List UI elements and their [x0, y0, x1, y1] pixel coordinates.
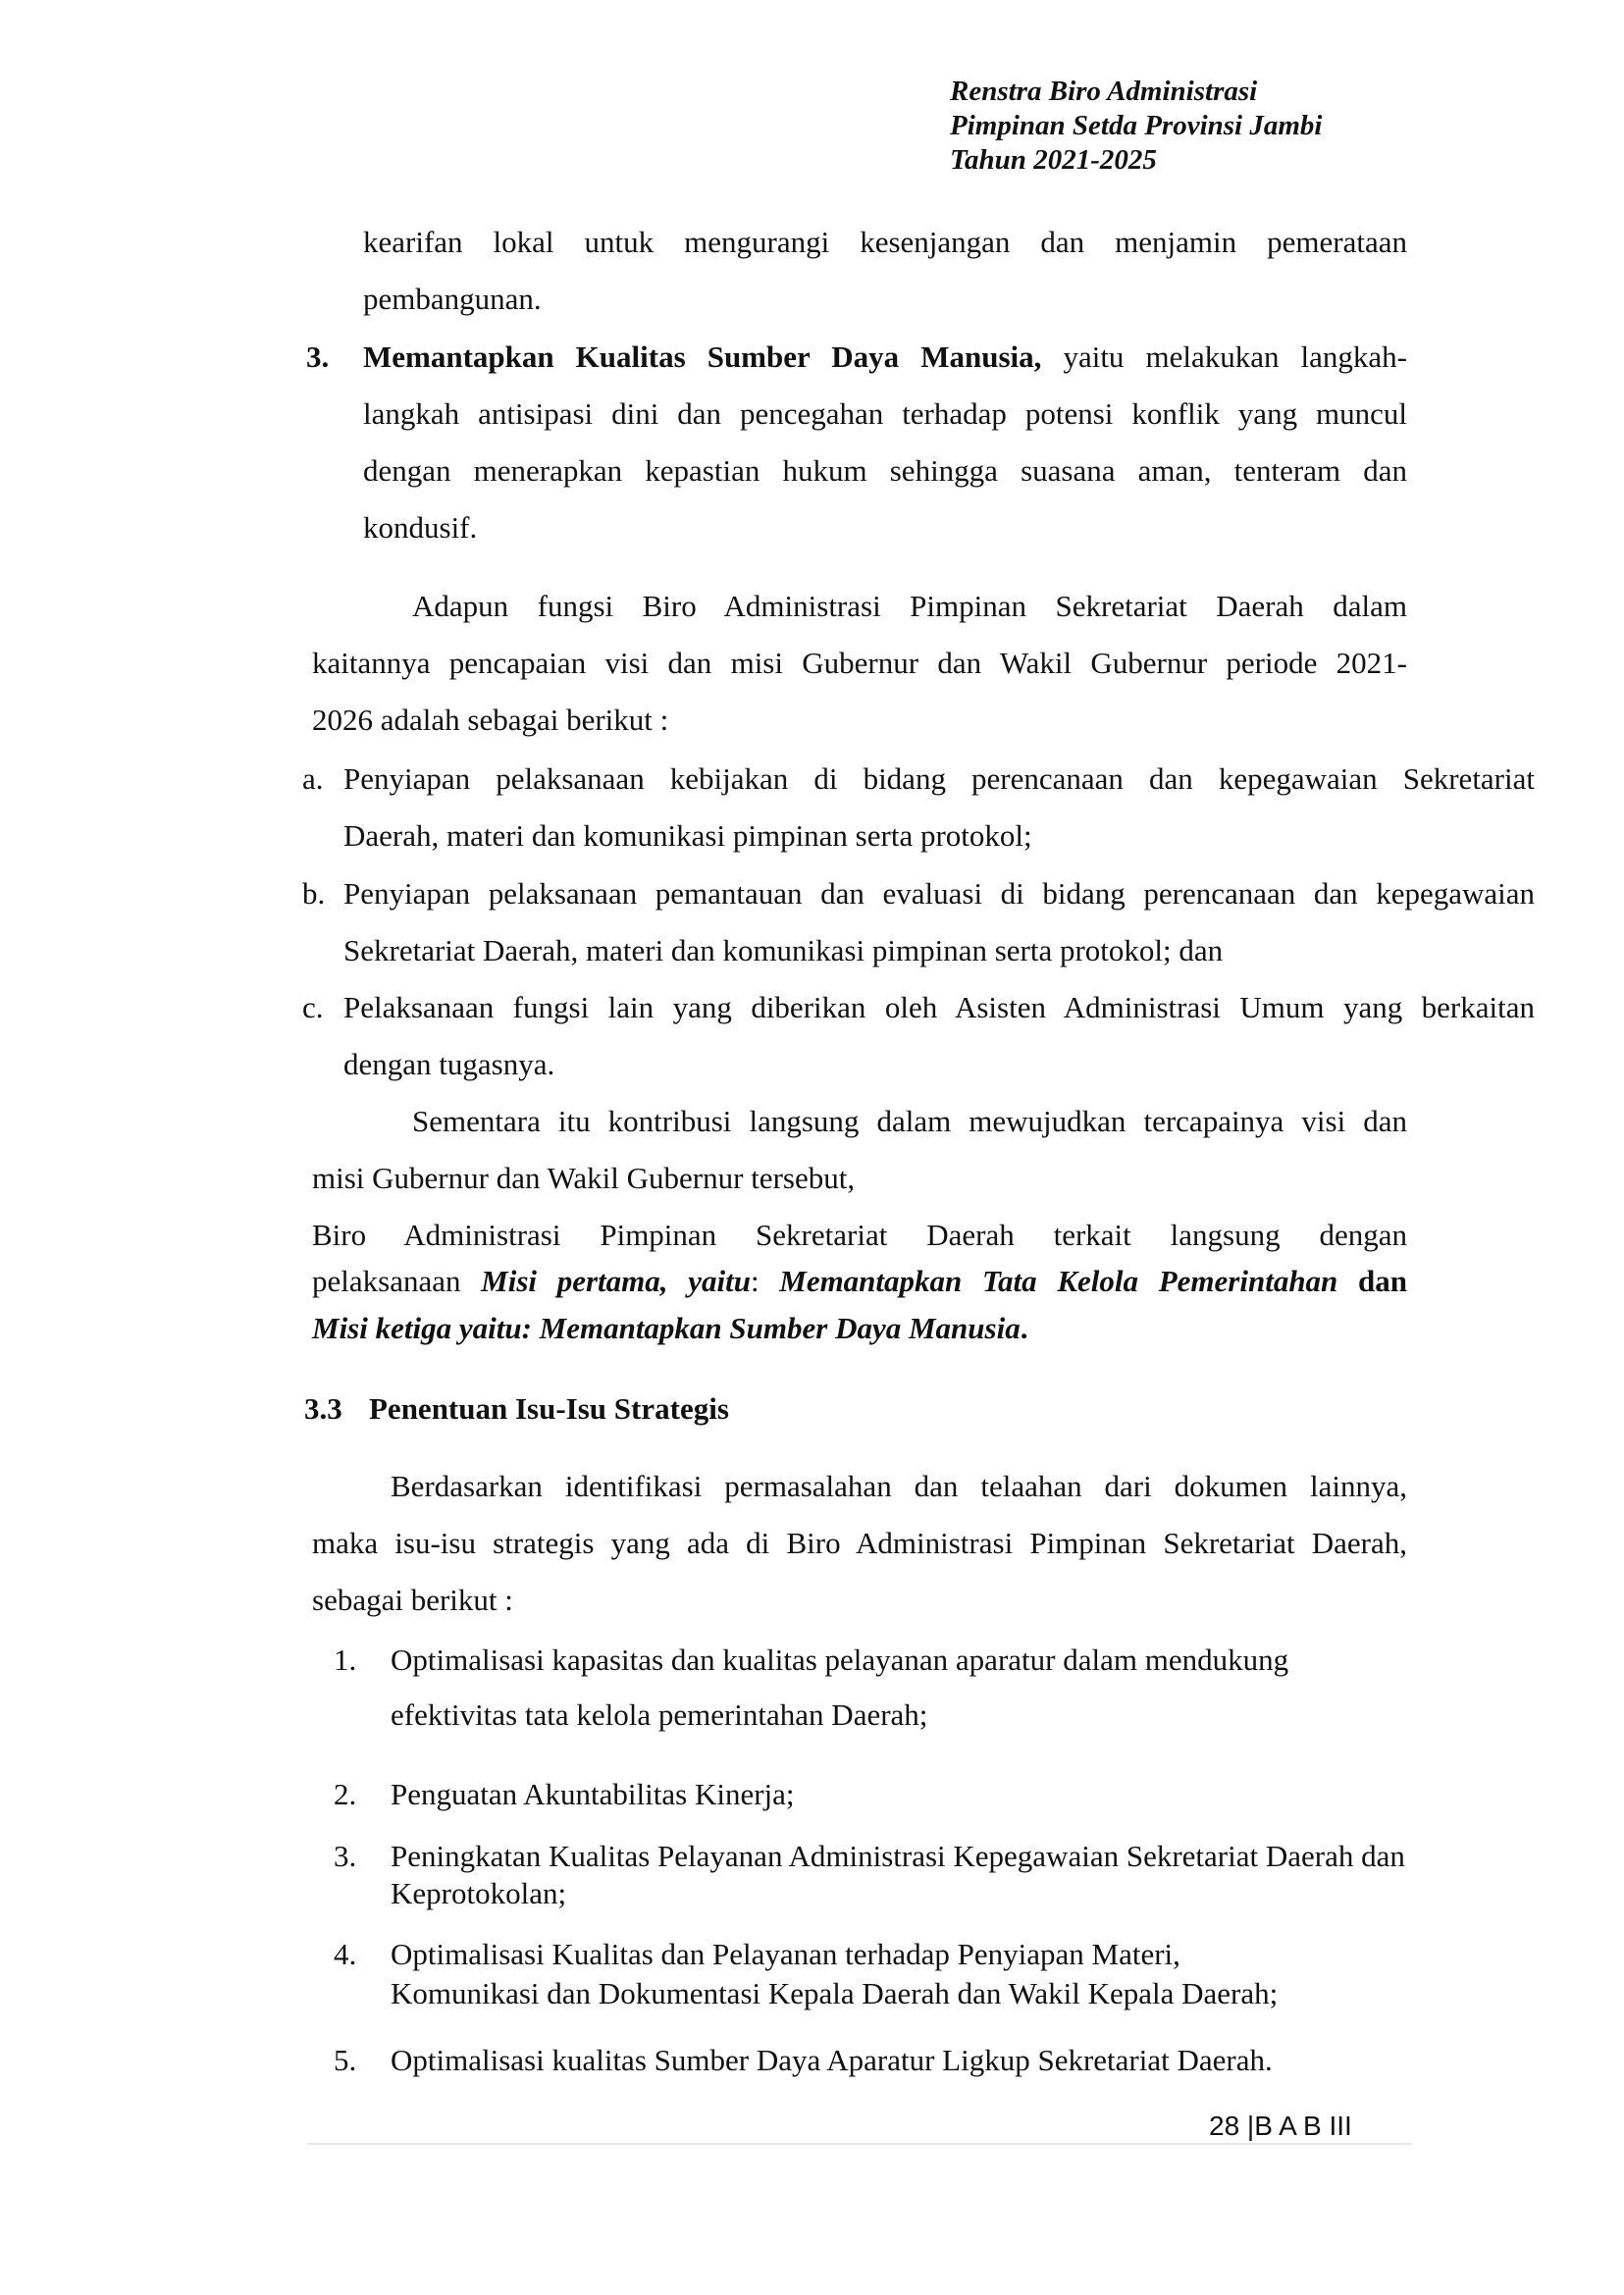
- mission-line-2: langkah antisipasi dini dan pencegahan terhadap potensi konflik yang muncul: [363, 396, 1407, 431]
- function-item-line-2: dengan tugasnya.: [343, 1047, 555, 1081]
- issue-line-1: Peningkatan Kualitas Pelayanan Administrasi Kepegawaian Sekretariat Daerah dan: [391, 1839, 1405, 1873]
- mission-number: 3.: [306, 339, 330, 374]
- issue-number: 1.: [334, 1643, 357, 1677]
- issue-line-1: Optimalisasi Kualitas dan Pelayanan terhadap Penyiapan Materi,: [391, 1937, 1180, 1971]
- issue-line-2: Komunikasi dan Dokumentasi Kepala Daerah dan Wakil Kepala Daerah;: [391, 1976, 1279, 2010]
- function-item-line-1: Pelaksanaan fungsi lain yang diberikan oleh Asisten Administrasi Umum yang berkaitan: [343, 990, 1535, 1024]
- contribution-line-5: [312, 1309, 1027, 1348]
- function-marker: b.: [302, 876, 326, 911]
- contribution-line-3: Biro Administrasi Pimpinan Sekretariat Daerah terkait langsung dengan: [312, 1218, 1407, 1252]
- issues-intro-line-2: maka isu-isu strategis yang ada di Biro Administrasi Pimpinan Sekretariat Daerah,: [312, 1526, 1407, 1560]
- function-marker: a.: [302, 761, 324, 796]
- mission-first-title: Memantapkan Tata Kelola Pemerintahan: [779, 1264, 1338, 1298]
- issue-line-1: Optimalisasi kualitas Sumber Daya Aparatur Ligkup Sekretariat Daerah.: [391, 2043, 1273, 2077]
- contribution-line-1: Sementara itu kontribusi langsung dalam mewujudkan tercapainya visi dan: [412, 1104, 1407, 1138]
- header-line-2: Pimpinan Setda Provinsi Jambi: [950, 110, 1323, 141]
- contribution-period: .: [1020, 1311, 1028, 1345]
- issue-number: 5.: [334, 2043, 357, 2077]
- functions-intro-line-2: kaitannya pencapaian visi dan misi Gubernur dan Wakil Gubernur periode 2021-: [312, 646, 1407, 680]
- issue-number: 4.: [334, 1937, 357, 1971]
- mission-line-4: kondusif.: [363, 510, 478, 545]
- header-line-1: Renstra Biro Administrasi: [950, 76, 1258, 107]
- issue-number: 3.: [334, 1839, 357, 1873]
- function-item-line-1: Penyiapan pelaksanaan kebijakan di bidang perencanaan dan kepegawaian Sekretariat: [343, 761, 1535, 796]
- section-number: 3.3: [304, 1391, 342, 1426]
- issue-line-2: efektivitas tata kelola pemerintahan Daerah;: [391, 1697, 928, 1732]
- mission-line-3: dengan menerapkan kepastian hukum sehingga suasana aman, tenteram dan: [363, 453, 1407, 488]
- page-number: 28 |B A B III: [1209, 2111, 1352, 2141]
- issue-line-1: Penguatan Akuntabilitas Kinerja;: [391, 1777, 795, 1811]
- issue-line-2: Keprotokolan;: [391, 1876, 567, 1910]
- issues-intro-line-3: sebagai berikut :: [312, 1583, 513, 1617]
- mission-line-1: [363, 329, 1407, 386]
- issue-number: 2.: [334, 1777, 357, 1811]
- contribution-line-2: misi Gubernur dan Wakil Gubernur tersebut,: [312, 1161, 856, 1195]
- running-header: [950, 75, 1322, 178]
- functions-intro-line-3: 2026 adalah sebagai berikut :: [312, 703, 669, 737]
- mission-line-1-rest: yaitu melakukan langkah-: [1041, 339, 1408, 374]
- contribution-and: dan: [1337, 1264, 1407, 1298]
- continuation-line-1: kearifan lokal untuk mengurangi kesenjangan dan menjamin pemerataan: [363, 225, 1407, 259]
- contribution-line-4: [312, 1262, 1407, 1301]
- issues-intro-line-1: Berdasarkan identifikasi permasalahan dan telaahan dari dokumen lainnya,: [391, 1469, 1407, 1503]
- footer-divider: [307, 2143, 1412, 2145]
- contribution-text: pelaksanaan: [312, 1264, 482, 1298]
- functions-intro-line-1: Adapun fungsi Biro Administrasi Pimpinan Sekretariat Daerah dalam: [412, 589, 1407, 623]
- function-item-line-2: Sekretariat Daerah, materi dan komunikasi pimpinan serta protokol; dan: [343, 933, 1224, 967]
- mission-first-label: Misi pertama, yaitu: [481, 1264, 751, 1298]
- issue-line-1: Optimalisasi kapasitas dan kualitas pelayanan aparatur dalam mendukung: [391, 1643, 1289, 1677]
- function-marker: c.: [302, 990, 324, 1024]
- header-line-3: Tahun 2021-2025: [950, 144, 1157, 176]
- contribution-colon: :: [750, 1264, 780, 1298]
- continuation-line-2: pembangunan.: [363, 282, 542, 316]
- section-title: Penentuan Isu-Isu Strategis: [369, 1391, 729, 1426]
- mission-title: Memantapkan Kualitas Sumber Daya Manusia,: [363, 339, 1042, 374]
- function-item-line-1: Penyiapan pelaksanaan pemantauan dan evaluasi di bidang perencanaan dan kepegawaian: [343, 876, 1535, 911]
- mission-third-title: Misi ketiga yaitu: Memantapkan Sumber Daya Manusia: [312, 1311, 1021, 1345]
- function-item-line-2: Daerah, materi dan komunikasi pimpinan serta protokol;: [343, 818, 1032, 853]
